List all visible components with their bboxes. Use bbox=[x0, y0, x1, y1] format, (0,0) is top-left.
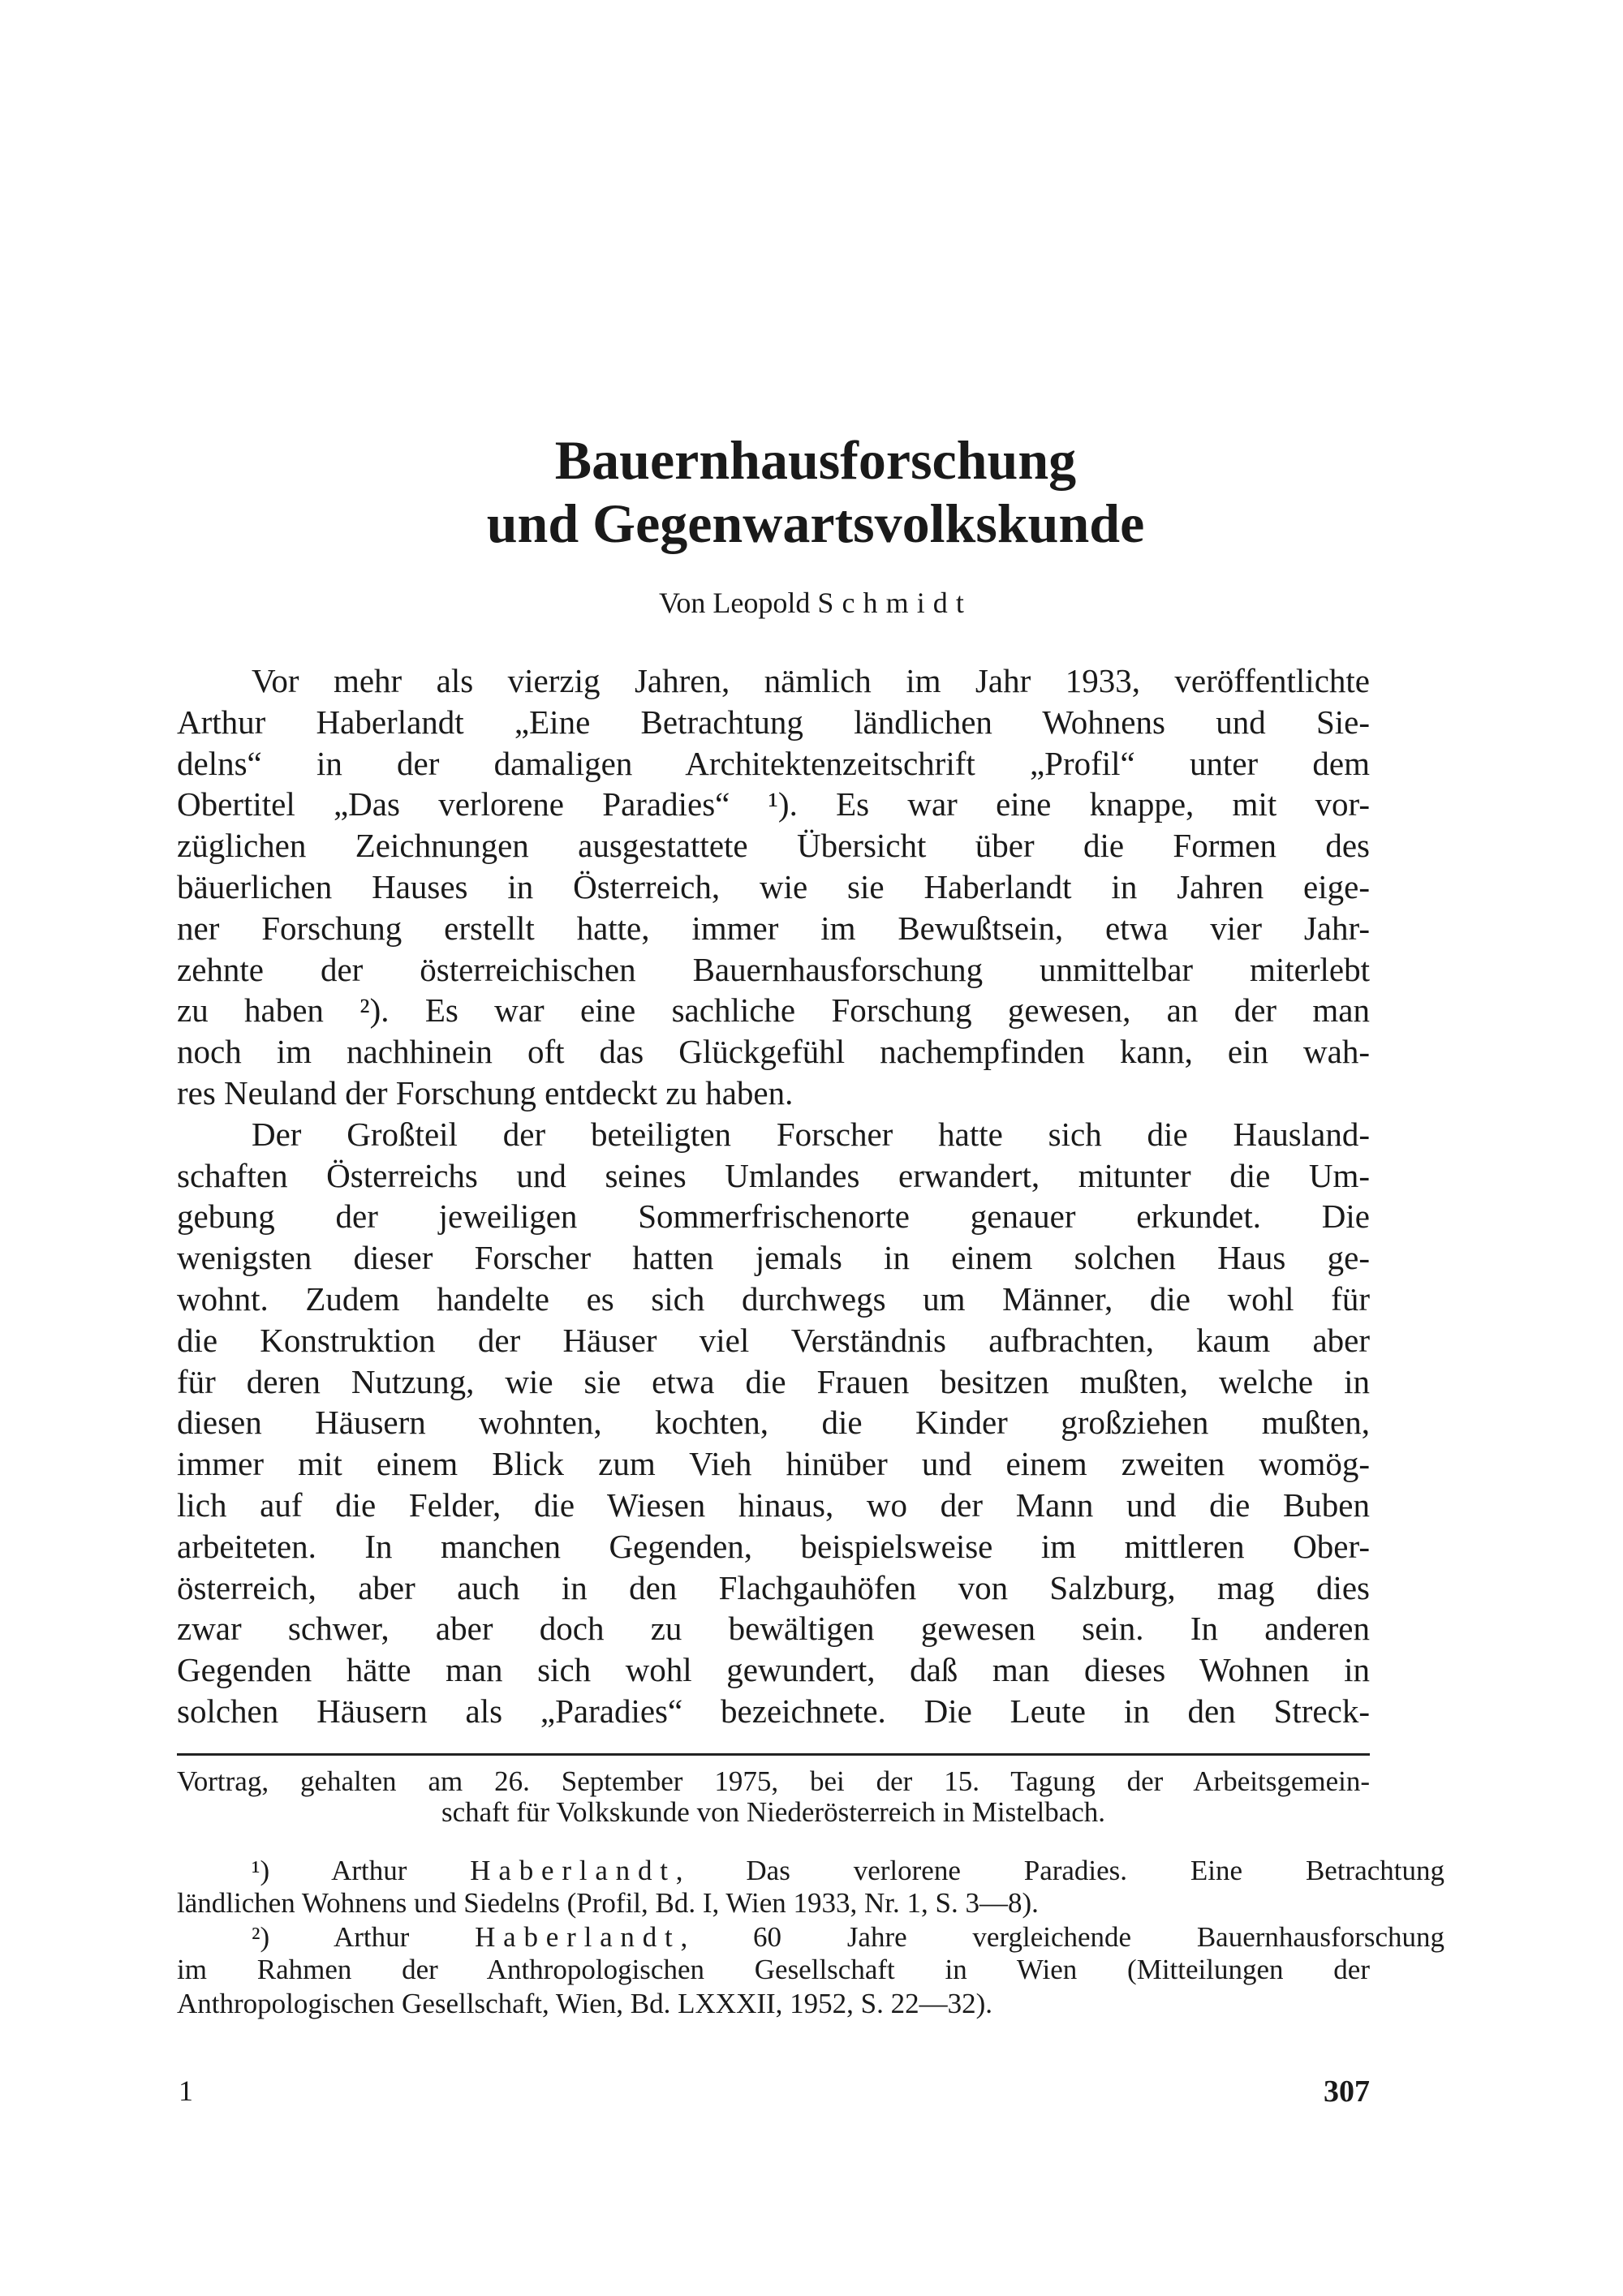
body-line: immer mit einem Blick zum Vieh hinüber und einem zweiten womög- bbox=[177, 1445, 1370, 1483]
body-line: die Konstruktion der Häuser viel Verständnis aufbrachten, kaum aber bbox=[177, 1321, 1370, 1359]
body-line: arbeiteten. In manchen Gegenden, beispielsweise im mittleren Ober- bbox=[177, 1527, 1370, 1565]
body-line: Arthur Haberlandt „Eine Betrachtung ländlichen Wohnens und Sie- bbox=[177, 703, 1370, 741]
body-line: zwar schwer, aber doch zu bewältigen gewesen sein. In anderen bbox=[177, 1610, 1370, 1648]
footnote-divider bbox=[177, 1753, 1370, 1756]
article-title-line-2: und Gegenwartsvolkskunde bbox=[486, 492, 1145, 554]
body-line: zehnte der österreichischen Bauernhausforschung unmittelbar miterlebt bbox=[177, 950, 1370, 988]
footnote-text: , 60 Jahre vergleichende Bauernhausforschung bbox=[680, 1921, 1445, 1953]
body-line: Gegenden hätte man sich wohl gewundert, daß man dieses Wohnen in bbox=[177, 1651, 1370, 1689]
body-line: für deren Nutzung, wie sie etwa die Frauen besitzen mußten, welche in bbox=[177, 1362, 1370, 1400]
footnote-2-line: im Rahmen der Anthropologischen Gesellschaft in Wien (Mitteilungen der bbox=[177, 1954, 1370, 1985]
body-line: diesen Häusern wohnten, kochten, die Kinder großziehen mußten, bbox=[177, 1404, 1370, 1442]
body-line: delns“ in der damaligen Architektenzeitschrift „Profil“ unter dem bbox=[177, 744, 1370, 782]
footnote-author: Haberlandt bbox=[475, 1921, 681, 1953]
byline-prefix: Von Leopold bbox=[659, 587, 811, 619]
body-line: ner Forschung erstellt hatte, immer im Bewußtsein, etwa vier Jahr- bbox=[177, 909, 1370, 947]
footnote-2-line bbox=[177, 1921, 1444, 1954]
byline bbox=[0, 586, 1623, 620]
footnote-marker: ¹) Arthur bbox=[252, 1855, 407, 1886]
body-line: zu haben ²). Es war eine sachliche Forschung gewesen, an der man bbox=[177, 991, 1370, 1030]
body-line: österreich, aber auch in den Flachgauhöfen von Salzburg, mag dies bbox=[177, 1568, 1370, 1606]
body-text bbox=[177, 660, 1370, 1732]
lecture-note-line: schaft für Volkskunde von Niederösterreich in Mistelbach. bbox=[441, 1796, 1106, 1828]
body-line: gebung der jeweiligen Sommerfrischenorte genauer erkundet. Die bbox=[177, 1197, 1370, 1236]
article-title-line-1: Bauernhausforschung bbox=[554, 429, 1077, 491]
body-line: lich auf die Felder, die Wiesen hinaus, wo der Mann und die Buben bbox=[177, 1486, 1370, 1524]
body-line: Obertitel „Das verlorene Paradies“ ¹). Es war eine knappe, mit vor- bbox=[177, 785, 1370, 823]
body-line: Der Großteil der beteiligten Forscher hatte sich die Hausland- bbox=[252, 1115, 1370, 1153]
lecture-note-line: Vortrag, gehalten am 26. September 1975, bei der 15. Tagung der Arbeitsgemein- bbox=[177, 1765, 1370, 1797]
page-number: 307 bbox=[1324, 2075, 1370, 2109]
body-line: noch im nachhinein oft das Glückgefühl nachempfinden kann, ein wah- bbox=[177, 1033, 1370, 1071]
body-line: wenigsten dieser Forscher hatten jemals in einem solchen Haus ge- bbox=[177, 1239, 1370, 1277]
body-line: Vor mehr als vierzig Jahren, nämlich im Jahr 1933, veröffentlichte bbox=[252, 662, 1370, 699]
signature-mark: 1 bbox=[179, 2075, 193, 2107]
body-line: bäuerlichen Hauses in Österreich, wie sie Haberlandt in Jahren eige- bbox=[177, 867, 1370, 905]
footnote-marker: ²) Arthur bbox=[252, 1921, 410, 1953]
footnote-1-line bbox=[177, 1855, 1444, 1887]
body-line: wohnt. Zudem handelte es sich durchwegs um Männer, die wohl für bbox=[177, 1279, 1370, 1318]
body-line: schaften Österreichs und seines Umlandes erwandert, mitunter die Um- bbox=[177, 1156, 1370, 1194]
footnote-author: Haberlandt bbox=[470, 1855, 676, 1886]
footnote-2-line: Anthropologischen Gesellschaft, Wien, Bd. LXXXII, 1952, S. 22—32). bbox=[177, 1988, 993, 2019]
footnote-1-line: ländlichen Wohnens und Siedelns (Profil, Bd. I, Wien 1933, Nr. 1, S. 3—8). bbox=[177, 1887, 1039, 1919]
body-line: solchen Häusern als „Paradies“ bezeichnete. Die Leute in den Streck- bbox=[177, 1692, 1370, 1730]
author-surname: Schmidt bbox=[817, 587, 972, 619]
footnote-text: , Das verlorene Paradies. Eine Betrachtung bbox=[675, 1855, 1444, 1886]
body-line: züglichen Zeichnungen ausgestattete Übersicht über die Formen des bbox=[177, 827, 1370, 865]
body-line: res Neuland der Forschung entdeckt zu haben. bbox=[177, 1073, 794, 1111]
